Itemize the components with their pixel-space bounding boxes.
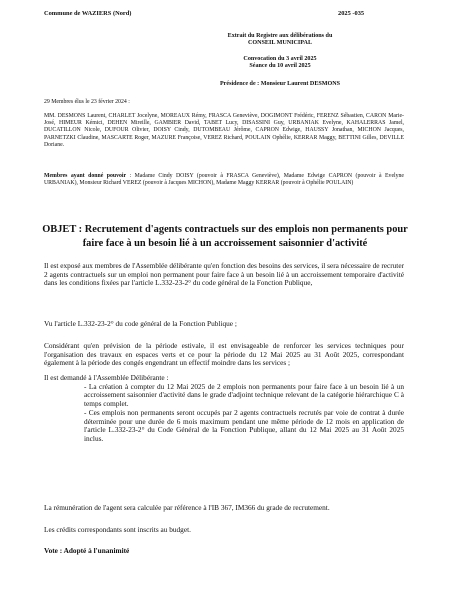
objet-title: OBJET : Recrutement d'agents contractuels sur des emplois non permanents pour faire face à un besoin lié à un accroissement saisonnier d'activité	[42, 224, 408, 249]
members-present: MM. DESMONS Laurent, CHARLET Jocelyne, MOREAUX Rémy, FRASCA Geneviève, DOGIMONT Frédéric, FERENZ Sébastien, CARON Marie-José, HIMEUR Kémici, DEHEN Mireille, GAMBIER David, TABET Lucy, DISASSINI Guy, URBANIAK Evelyne, KAHALERRAS Jamel, DUCATILLON Nicole, DUFOUR Olivier, DOISY Cindy, DUTOMBEAU Jérôme, CAPRON Edwige, HAUSSY Jonathan, MICHON Jacques, PARNETZKI Claudine, MASCARTE Roger, MAZURE Françoise, VEREZ Richard, POULAIN Ophélie, KERRAR Maggy, BETTINI Gilles, DEVILLE Doriane.	[44, 113, 404, 148]
paragraph-expose: Il est exposé aux membres de l'Assemblée délibérante qu'en fonction des besoins des services, il sera nécessaire de recruter 2 agents contractuels sur un emploi non permanent pour faire face à un besoin lié à un accroissement temporaire d'activité dans les conditions fixées par l'article L.332-23-2° du code général de la Fonction Publique,	[44, 261, 404, 288]
session-dates: Convocation du 3 avril 2025 Séance du 10 avril 2025	[243, 56, 317, 70]
paragraph-considerant: Considérant qu'en prévision de la période estivale, il est envisageable de renforcer les services techniques pour l'organisation des travaux en espaces verts et ce pour la période du 12 Mai 2025 au 31 Août 2025, correspondant également à la période des congés engendrant un effectif moindre dans les services ;	[44, 341, 404, 368]
paragraph-demande: Il est demandé à l'Assemblée Délibérante : - La création à compter du 12 Mai 2025 de 2 emplois non permanents pour faire face à un besoin lié à un accroissement saisonnier d'activité dans le grade d'adjoint technique relevant de la catégorie hiérarchique C à temps complet. - Ces emplois non permanents seront occupés par 2 agents contractuels recrutés par voie de contrat à durée déterminée pour une durée de 6 mois maximum pendant une même période de 12 mois en application de l'article L.332-23-2° du Code Général de la Fonction Publique, allant du 12 Mai 2025 au 31 Août 2025 inclus.	[44, 373, 404, 443]
presidence: Présidence de : Monsieur Laurent DESMONS	[219, 81, 341, 87]
demande-item-contrats: - Ces emplois non permanents seront occupés par 2 agents contractuels recrutés par voie de contrat à durée déterminée pour une durée de 6 mois maximum pendant une même période de 12 mois en application de l'article L.332-23-2° du Code Général de la Fonction Publique, allant du 12 Mai 2025 au 31 Août 2025 inclus.	[84, 407, 404, 443]
paragraph-remuneration: La rémunération de l'agent sera calculée par référence à l'IB 367, IM366 du grade de recrutement.	[44, 503, 330, 512]
paragraph-credits: Les crédits correspondants sont inscrits au budget.	[44, 525, 191, 534]
members-count: 29 Membres élus le 23 février 2024 :	[44, 99, 130, 105]
extract-title: Extrait du Registre aux délibérations du CONSEIL MUNICIPAL	[227, 33, 333, 47]
vote-result: Vote : Adopté à l'unanimité	[44, 546, 130, 555]
members-proxy: Membres ayant donné pouvoir : Madame Cindy DOISY (pouvoir à FRASCA Geneviève), Madame Edwige CAPRON (pouvoir à Evelyne URBANIAK), Monsieur Richard VEREZ (pouvoir à Jacques MICHON), Madame Maggy KERRAR (pouvoir à Ophélie POULAIN)	[44, 173, 405, 187]
paragraph-vu: Vu l'article L.332-23-2° du code général de la Fonction Publique ;	[44, 319, 237, 328]
deliberation-number: 2025 -035	[338, 10, 365, 17]
commune-name: Commune de WAZIERS (Nord)	[44, 10, 132, 17]
demande-item-creation: - La création à compter du 12 Mai 2025 de 2 emplois non permanents pour faire face à un besoin lié à un accroissement saisonnier d'activité dans le grade d'adjoint technique relevant de la catégorie hiérarchique C à temps complet.	[84, 381, 404, 409]
